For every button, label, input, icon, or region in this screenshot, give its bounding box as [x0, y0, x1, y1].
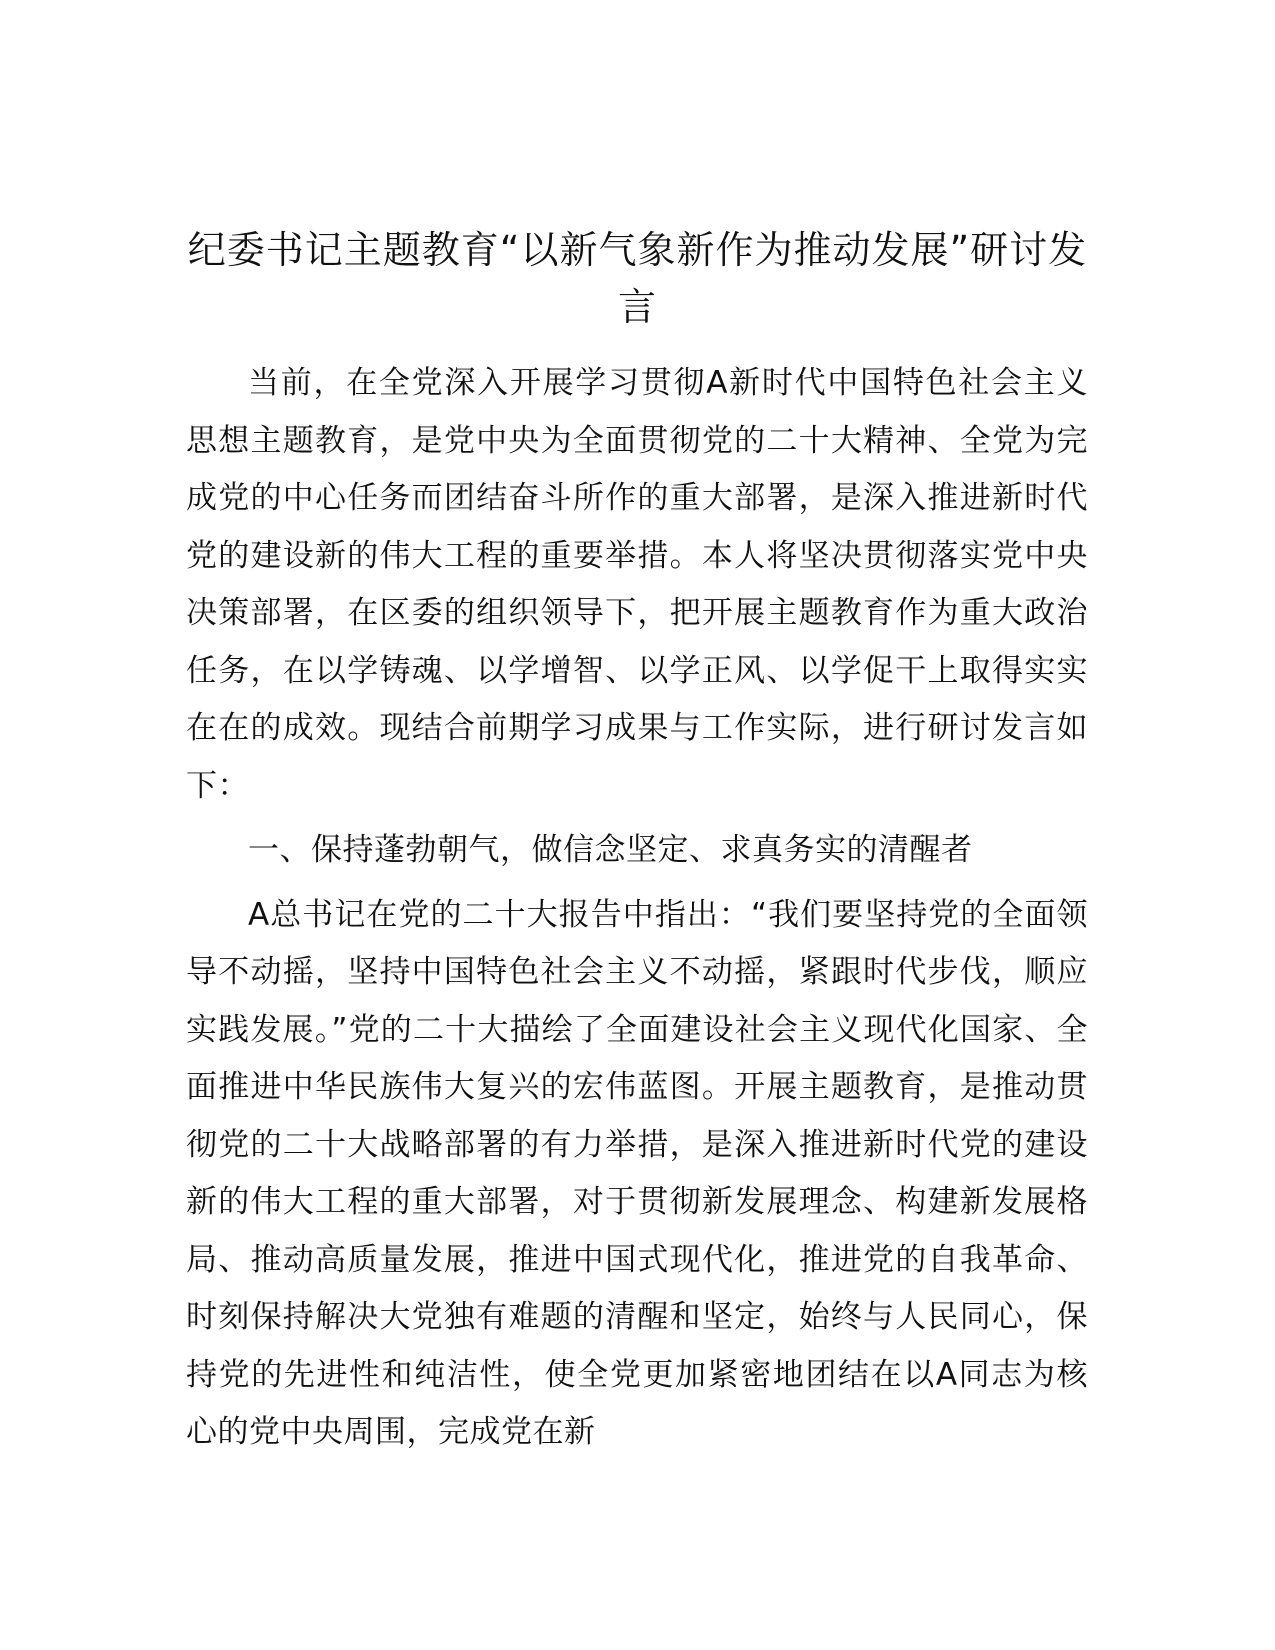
- paragraph-section-1: A总书记在党的二十大报告中指出：“我们要坚持党的全面领导不动摇，坚持中国特色社会主义不动摇，紧跟时代步伐，顺应实践发展。”党的二十大描绘了全面建设社会主义现代化国家、全面推进中华民族伟大复兴的宏伟蓝图。开展主题教育，是推动贯彻党的二十大战略部署的有力举措，是深入推进新时代党的建设新的伟大工程的重大部署，对于贯彻新发展理念、构建新发展格局、推动高质量发展，推进中国式现代化，推进党的自我革命、时刻保持解决大党独有难题的清醒和坚定，始终与人民同心，保持党的先进性和纯洁性，使全党更加紧密地团结在以A同志为核心的党中央周围，完成党在新: [186, 896, 1088, 1450]
- section-heading-1: 一、保持蓬勃朝气，做信念坚定、求真务实的清醒者: [248, 832, 973, 868]
- spacer: [186, 880, 1088, 887]
- document-title: 纪委书记主题教育“以新气象新作为推动发展”研讨发言: [187, 228, 1088, 329]
- paragraph-intro: 当前，在全党深入开展学习贯彻A新时代中国特色社会主义思想主题教育，是党中央为全面贯彻党的二十大精神、全党为完成党的中心任务而团结奋斗所作的重大部署，是深入推进新时代党的建设新的伟大工程的重要举措。本人将坚决贯彻落实党中央决策部署，在区委的组织领导下，把开展主题教育作为重大政治任务，在以学铸魂、以学增智、以学正风、以学促干上取得实实在在的成效。现结合前期学习成果与工作实际，进行研讨发言如下：: [186, 365, 1088, 804]
- spacer: [186, 815, 1088, 822]
- document-body: [186, 355, 1088, 1462]
